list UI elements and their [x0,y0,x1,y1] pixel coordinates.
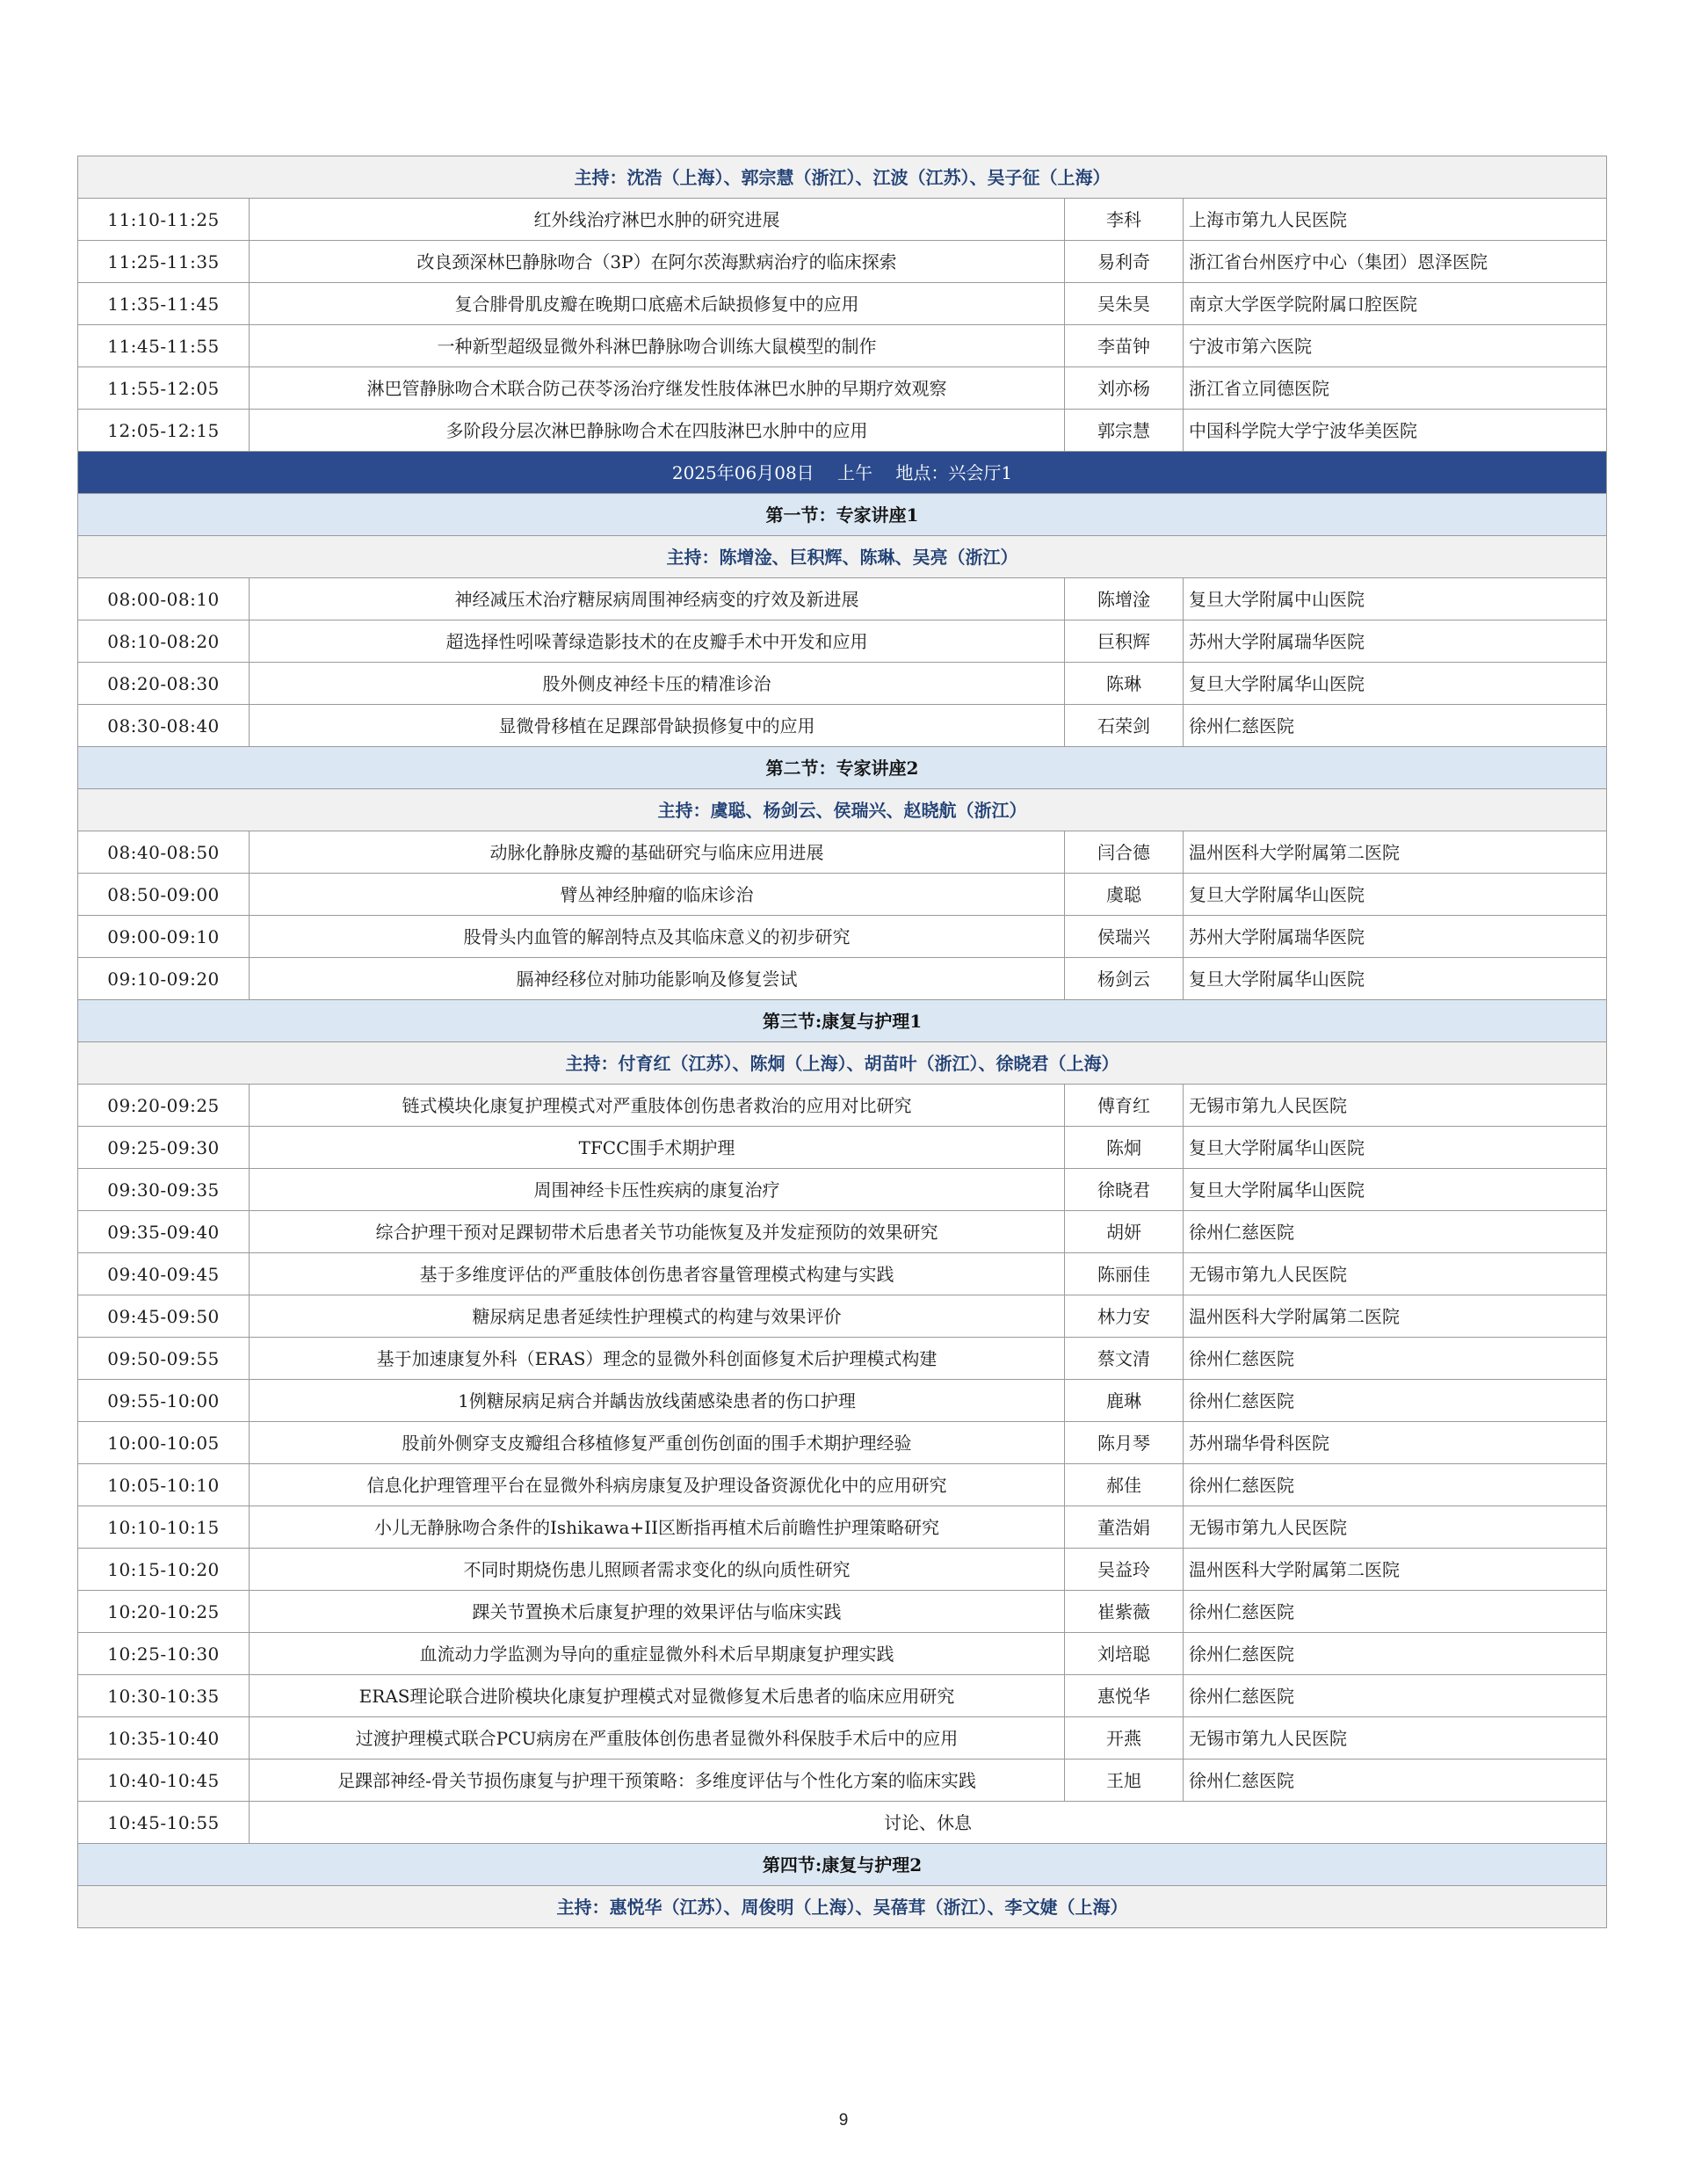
talk-time: 08:50-09:00 [78,874,250,916]
talk-title: 链式模块化康复护理模式对严重肢体创伤患者救治的应用对比研究 [250,1085,1065,1127]
talk-title: 神经减压术治疗糖尿病周围神经病变的疗效及新进展 [250,578,1065,620]
talk-time: 09:50-09:55 [78,1338,250,1380]
talk-organization: 徐州仁慈医院 [1184,1675,1607,1717]
schedule-table [77,156,1607,1928]
chair-row [78,536,1607,578]
talk-speaker: 陈丽佳 [1065,1253,1184,1295]
talk-row [78,283,1607,325]
talk-title: 1例糖尿病足病合并龋齿放线菌感染患者的伤口护理 [250,1380,1065,1422]
talk-title: 过渡护理模式联合PCU病房在严重肢体创伤患者显微外科保肢手术后中的应用 [250,1717,1065,1760]
session-chairs: 主持：惠悦华（江苏）、周俊明（上海）、吴蓓茸（浙江）、李文婕（上海） [78,1886,1607,1928]
session-chairs: 主持：沈浩（上海）、郭宗慧（浙江）、江波（江苏）、吴子征（上海） [78,156,1607,199]
talk-time: 08:00-08:10 [78,578,250,620]
talk-title: 改良颈深林巴静脉吻合（3P）在阿尔茨海默病治疗的临床探索 [250,241,1065,283]
section-header-row [78,747,1607,789]
talk-speaker: 吴朱昊 [1065,283,1184,325]
talk-speaker: 虞聪 [1065,874,1184,916]
talk-organization: 复旦大学附属华山医院 [1184,1169,1607,1211]
chair-row [78,1042,1607,1085]
talk-organization: 徐州仁慈医院 [1184,1211,1607,1253]
talk-row [78,1380,1607,1422]
talk-row [78,1211,1607,1253]
talk-title: 基于多维度评估的严重肢体创伤患者容量管理模式构建与实践 [250,1253,1065,1295]
talk-time: 09:25-09:30 [78,1127,250,1169]
talk-organization: 徐州仁慈医院 [1184,1464,1607,1506]
talk-time: 08:40-08:50 [78,831,250,874]
chair-row [78,156,1607,199]
talk-organization: 徐州仁慈医院 [1184,1633,1607,1675]
chair-row [78,1886,1607,1928]
talk-organization: 温州医科大学附属第二医院 [1184,1295,1607,1338]
session-chairs: 主持：陈增淦、巨积辉、陈琳、吴亮（浙江） [78,536,1607,578]
talk-time: 08:20-08:30 [78,663,250,705]
talk-speaker: 李苗钟 [1065,325,1184,367]
talk-title: 膈神经移位对肺功能影响及修复尝试 [250,958,1065,1000]
talk-time: 10:15-10:20 [78,1549,250,1591]
talk-title: 血流动力学监测为导向的重症显微外科术后早期康复护理实践 [250,1633,1065,1675]
talk-time: 12:05-12:15 [78,410,250,452]
talk-speaker: 闫合德 [1065,831,1184,874]
talk-organization: 浙江省立同德医院 [1184,367,1607,410]
talk-organization: 浙江省台州医疗中心（集团）恩泽医院 [1184,241,1607,283]
talk-organization: 温州医科大学附属第二医院 [1184,831,1607,874]
talk-organization: 南京大学医学院附属口腔医院 [1184,283,1607,325]
talk-row [78,1549,1607,1591]
talk-speaker: 李科 [1065,199,1184,241]
talk-organization: 温州医科大学附属第二医院 [1184,1549,1607,1591]
talk-organization: 无锡市第九人民医院 [1184,1085,1607,1127]
section-title: 第四节:康复与护理2 [78,1844,1607,1886]
talk-row [78,1295,1607,1338]
talk-organization: 中国科学院大学宁波华美医院 [1184,410,1607,452]
talk-row [78,831,1607,874]
talk-time: 11:10-11:25 [78,199,250,241]
day-header-row [78,452,1607,494]
talk-speaker: 陈炯 [1065,1127,1184,1169]
talk-time: 08:30-08:40 [78,705,250,747]
talk-row [78,916,1607,958]
talk-speaker: 刘培聪 [1065,1633,1184,1675]
talk-title: 一种新型超级显微外科淋巴静脉吻合训练大鼠模型的制作 [250,325,1065,367]
talk-row [78,1422,1607,1464]
talk-time: 10:20-10:25 [78,1591,250,1633]
talk-organization: 徐州仁慈医院 [1184,1591,1607,1633]
talk-row [78,620,1607,663]
talk-row [78,1506,1607,1549]
talk-time: 09:40-09:45 [78,1253,250,1295]
talk-speaker: 崔紫薇 [1065,1591,1184,1633]
talk-row [78,1169,1607,1211]
talk-time: 11:25-11:35 [78,241,250,283]
talk-time: 09:35-09:40 [78,1211,250,1253]
talk-title: 踝关节置换术后康复护理的效果评估与临床实践 [250,1591,1065,1633]
talk-row [78,874,1607,916]
talk-title: 动脉化静脉皮瓣的基础研究与临床应用进展 [250,831,1065,874]
talk-time: 10:10-10:15 [78,1506,250,1549]
talk-organization: 苏州瑞华骨科医院 [1184,1422,1607,1464]
talk-row [78,578,1607,620]
talk-organization: 徐州仁慈医院 [1184,705,1607,747]
talk-row [78,1253,1607,1295]
talk-speaker: 吴益玲 [1065,1549,1184,1591]
talk-speaker: 石荣剑 [1065,705,1184,747]
talk-speaker: 胡妍 [1065,1211,1184,1253]
talk-speaker: 董浩娟 [1065,1506,1184,1549]
talk-row [78,1760,1607,1802]
talk-speaker: 林力安 [1065,1295,1184,1338]
talk-title: 显微骨移植在足踝部骨缺损修复中的应用 [250,705,1065,747]
talk-row [78,367,1607,410]
talk-organization: 徐州仁慈医院 [1184,1760,1607,1802]
talk-title: 不同时期烧伤患儿照顾者需求变化的纵向质性研究 [250,1549,1065,1591]
talk-organization: 无锡市第九人民医院 [1184,1253,1607,1295]
section-title: 第三节:康复与护理1 [78,1000,1607,1042]
talk-title: 臂丛神经肿瘤的临床诊治 [250,874,1065,916]
talk-organization: 上海市第九人民医院 [1184,199,1607,241]
talk-speaker: 侯瑞兴 [1065,916,1184,958]
talk-row [78,1633,1607,1675]
talk-row [78,1338,1607,1380]
talk-row [78,410,1607,452]
talk-speaker: 郭宗慧 [1065,410,1184,452]
talk-time: 09:20-09:25 [78,1085,250,1127]
talk-organization: 复旦大学附属华山医院 [1184,663,1607,705]
talk-title: 股外侧皮神经卡压的精准诊治 [250,663,1065,705]
break-time: 10:45-10:55 [78,1802,250,1844]
session-chairs: 主持：虞聪、杨剑云、侯瑞兴、赵晓航（浙江） [78,789,1607,831]
talk-time: 09:00-09:10 [78,916,250,958]
talk-row [78,958,1607,1000]
talk-row [78,705,1607,747]
break-label: 讨论、休息 [250,1802,1607,1844]
talk-speaker: 刘亦杨 [1065,367,1184,410]
talk-row [78,199,1607,241]
talk-speaker: 郝佳 [1065,1464,1184,1506]
talk-row [78,1675,1607,1717]
section-header-row [78,494,1607,536]
talk-time: 08:10-08:20 [78,620,250,663]
talk-row [78,1085,1607,1127]
session-chairs: 主持：付育红（江苏）、陈炯（上海）、胡苗叶（浙江）、徐晓君（上海） [78,1042,1607,1085]
talk-title: 综合护理干预对足踝韧带术后患者关节功能恢复及并发症预防的效果研究 [250,1211,1065,1253]
section-header-row [78,1844,1607,1886]
talk-title: 红外线治疗淋巴水肿的研究进展 [250,199,1065,241]
section-header-row [78,1000,1607,1042]
section-title: 第二节：专家讲座2 [78,747,1607,789]
talk-time: 10:30-10:35 [78,1675,250,1717]
talk-organization: 复旦大学附属华山医院 [1184,874,1607,916]
talk-time: 11:55-12:05 [78,367,250,410]
talk-row [78,1717,1607,1760]
talk-row [78,1464,1607,1506]
talk-time: 09:30-09:35 [78,1169,250,1211]
talk-time: 10:05-10:10 [78,1464,250,1506]
talk-title: 股前外侧穿支皮瓣组合移植修复严重创伤创面的围手术期护理经验 [250,1422,1065,1464]
talk-organization: 无锡市第九人民医院 [1184,1506,1607,1549]
talk-title: 周围神经卡压性疾病的康复治疗 [250,1169,1065,1211]
talk-speaker: 鹿琳 [1065,1380,1184,1422]
talk-organization: 无锡市第九人民医院 [1184,1717,1607,1760]
talk-row [78,663,1607,705]
talk-time: 11:45-11:55 [78,325,250,367]
talk-title: ERAS理论联合进阶模块化康复护理模式对显微修复术后患者的临床应用研究 [250,1675,1065,1717]
talk-organization: 徐州仁慈医院 [1184,1380,1607,1422]
talk-speaker: 蔡文清 [1065,1338,1184,1380]
talk-organization: 苏州大学附属瑞华医院 [1184,620,1607,663]
talk-time: 10:00-10:05 [78,1422,250,1464]
talk-speaker: 巨积辉 [1065,620,1184,663]
talk-row [78,1591,1607,1633]
talk-speaker: 开燕 [1065,1717,1184,1760]
talk-organization: 宁波市第六医院 [1184,325,1607,367]
talk-title: 糖尿病足患者延续性护理模式的构建与效果评价 [250,1295,1065,1338]
talk-title: 小儿无静脉吻合条件的Ishikawa+II区断指再植术后前瞻性护理策略研究 [250,1506,1065,1549]
talk-title: 基于加速康复外科（ERAS）理念的显微外科创面修复术后护理模式构建 [250,1338,1065,1380]
talk-title: 多阶段分层次淋巴静脉吻合术在四肢淋巴水肿中的应用 [250,410,1065,452]
page-number: 9 [838,2111,849,2130]
talk-speaker: 惠悦华 [1065,1675,1184,1717]
talk-speaker: 陈月琴 [1065,1422,1184,1464]
talk-speaker: 陈增淦 [1065,578,1184,620]
talk-title: 足踝部神经-骨关节损伤康复与护理干预策略：多维度评估与个性化方案的临床实践 [250,1760,1065,1802]
talk-time: 11:35-11:45 [78,283,250,325]
talk-organization: 复旦大学附属中山医院 [1184,578,1607,620]
talk-time: 09:10-09:20 [78,958,250,1000]
talk-organization: 复旦大学附属华山医院 [1184,1127,1607,1169]
talk-time: 09:45-09:50 [78,1295,250,1338]
talk-speaker: 傅育红 [1065,1085,1184,1127]
chair-row [78,789,1607,831]
talk-title: 信息化护理管理平台在显微外科病房康复及护理设备资源优化中的应用研究 [250,1464,1065,1506]
talk-row [78,325,1607,367]
talk-speaker: 徐晓君 [1065,1169,1184,1211]
talk-speaker: 杨剑云 [1065,958,1184,1000]
talk-speaker: 易利奇 [1065,241,1184,283]
talk-title: 股骨头内血管的解剖特点及其临床意义的初步研究 [250,916,1065,958]
talk-organization: 复旦大学附属华山医院 [1184,958,1607,1000]
talk-time: 10:25-10:30 [78,1633,250,1675]
talk-organization: 徐州仁慈医院 [1184,1338,1607,1380]
talk-title: 复合腓骨肌皮瓣在晚期口底癌术后缺损修复中的应用 [250,283,1065,325]
day-location-header: 2025年06月08日 上午 地点：兴会厅1 [78,452,1607,494]
talk-speaker: 王旭 [1065,1760,1184,1802]
schedule-body [78,156,1607,1928]
talk-time: 09:55-10:00 [78,1380,250,1422]
talk-time: 10:35-10:40 [78,1717,250,1760]
talk-row [78,241,1607,283]
talk-title: TFCC围手术期护理 [250,1127,1065,1169]
talk-title: 淋巴管静脉吻合术联合防己茯苓汤治疗继发性肢体淋巴水肿的早期疗效观察 [250,367,1065,410]
talk-row [78,1127,1607,1169]
talk-organization: 苏州大学附属瑞华医院 [1184,916,1607,958]
break-row [78,1802,1607,1844]
talk-speaker: 陈琳 [1065,663,1184,705]
talk-title: 超选择性吲哚菁绿造影技术的在皮瓣手术中开发和应用 [250,620,1065,663]
talk-time: 10:40-10:45 [78,1760,250,1802]
section-title: 第一节：专家讲座1 [78,494,1607,536]
